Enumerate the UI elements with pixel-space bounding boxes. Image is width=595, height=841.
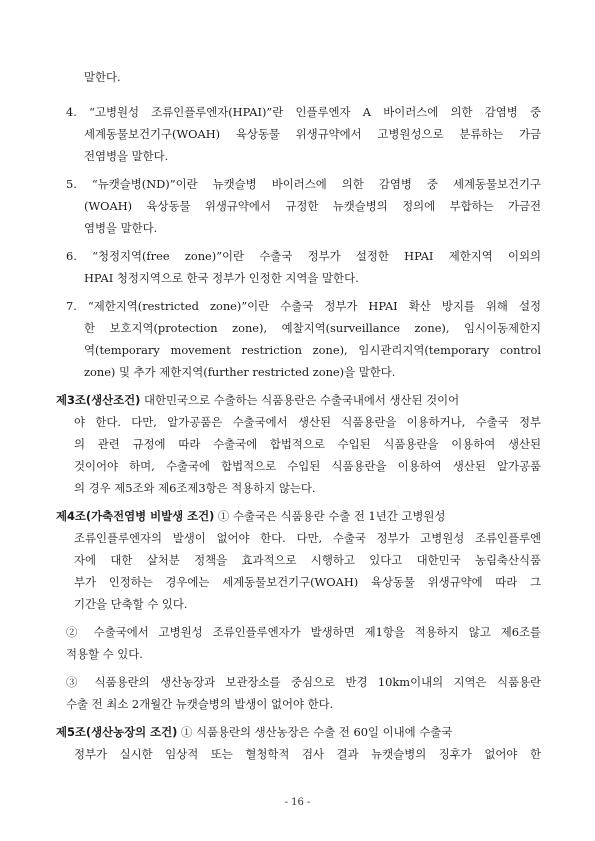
article-3-text: 대한민국으로 수출하는 식품용란은 수출국내에서 생산된 것이어 (140, 393, 460, 407)
article-5 (56, 725, 541, 739)
article-4-paragraph-3: ③ 식품용란의 생산농장과 보관장소를 중심으로 반경 10km이내의 지역은 식품용란 (66, 675, 541, 689)
text-line: (WOAH) 육상동물 위생규약에서 규정한 뉴캣슬병의 정의에 부합하는 가금전 (84, 199, 541, 213)
definition-item-7: 7. “제한지역(restricted zone)”이란 수출국 정부가 HPAI 확산 방지를 위해 설정 (66, 299, 541, 313)
text-line: 수출 전 최소 2개월간 뉴캣슬병의 발생이 없어야 한다. (66, 697, 334, 711)
text-line: 역(temporary movement restriction zone), 임시관리지역(temporary control (84, 343, 541, 357)
text-line: 의 관련 규정에 따라 수출국에 합법적으로 수입된 식품용란을 이용하여 생산된 (74, 437, 541, 451)
text-line: 기간을 단축할 수 있다. (74, 597, 188, 611)
text-line: 전염병을 말한다. (84, 149, 169, 163)
article-4-title: 제4조(가축전염병 비발생 조건) (56, 509, 215, 523)
definition-item-4: 4. “고병원성 조류인플루엔자(HPAI)”란 인플루엔자 A 바이러스에 의한 감염병 중 (66, 105, 541, 119)
definition-item-5: 5. “뉴캣슬병(ND)”이란 뉴캣슬병 바이러스에 의한 감염병 중 세계동물보건기구 (66, 177, 541, 191)
text-line: 염병을 말한다. (84, 221, 158, 235)
page-number: - 16 - (284, 797, 311, 808)
text-line: 적용할 수 있다. (66, 647, 143, 661)
article-4 (56, 509, 541, 523)
text-line: 세계동물보건기구(WOAH) 육상동물 위생규약에서 고병원성으로 분류하는 가금 (84, 127, 541, 141)
text-line: 의 경우 제5조와 제6조제3항은 적용하지 않는다. (74, 481, 316, 495)
text-line: 자에 대한 살처분 정책을 효과적으로 시행하고 있다고 대한민국 농림축산식품 (74, 553, 541, 567)
text-line: 부가 인정하는 경우에는 세계동물보건기구(WOAH) 육상동물 위생규약에 따라 그 (74, 575, 541, 589)
text-line: 것이어야 하며, 수출국에 합법적으로 수입된 식품용란을 이용하여 생산된 알가공품 (74, 459, 541, 473)
text-line: HPAI 청정지역으로 한국 정부가 인정한 지역을 말한다. (84, 271, 359, 285)
definition-item-6: 6. “청정지역(free zone)”이란 수출국 정부가 설정한 HPAI 제한지역 이외의 (66, 249, 541, 263)
text-line: zone) 및 추가 제한지역(further restricted zone)을 말한다. (84, 365, 396, 379)
text-line: 야 한다. 다만, 알가공품은 수출국에서 생산된 식품용란을 이용하거나, 수출국 정부 (74, 415, 541, 429)
text-line: 조류인플루엔자의 발생이 없어야 한다. 다만, 수출국 정부가 고병원성 조류인플루엔 (74, 531, 541, 545)
article-5-text: ① 식품용란의 생산농장은 수출 전 60일 이내에 수출국 (177, 725, 453, 739)
text-line: 말한다. (84, 70, 121, 84)
article-3 (56, 393, 541, 407)
text-line: 정부가 실시한 임상적 또는 혈청학적 검사 결과 뉴캣슬병의 징후가 없어야 한 (74, 747, 541, 761)
article-4-paragraph-2: ② 수출국에서 고병원성 조류인플루엔자가 발생하면 제1항을 적용하지 않고 제6조를 (66, 625, 541, 639)
text-line: 한 보호지역(protection zone), 예찰지역(surveillance zone), 임시이동제한지 (84, 321, 541, 335)
article-4-text: ① 수출국은 식품용란 수출 전 1년간 고병원성 (214, 509, 446, 523)
article-5-title: 제5조(생산농장의 조건) (56, 725, 178, 739)
article-3-title: 제3조(생산조건) (56, 393, 141, 407)
